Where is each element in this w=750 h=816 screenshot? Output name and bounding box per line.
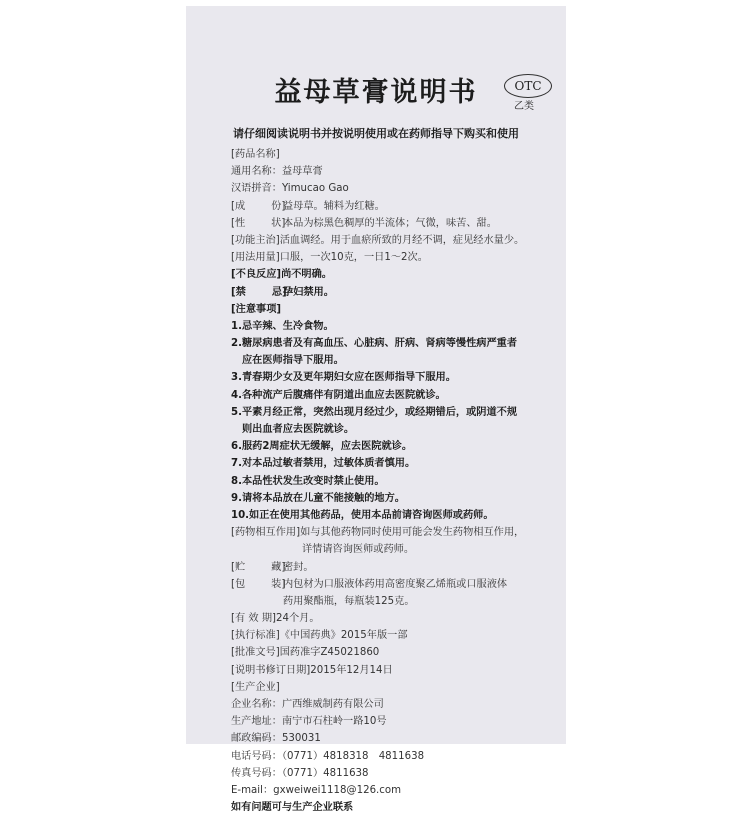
- pinyin-label: 汉语拼音：: [231, 183, 282, 195]
- interactions-line-2: 详情请咨询医师或药师。: [302, 544, 415, 556]
- standard-label: [执行标准]: [231, 630, 280, 642]
- ingredients-label-close: 份]: [271, 200, 286, 212]
- packaging-row: [231, 576, 561, 593]
- precaution-item: 5.平素月经正常，突然出现月经过少，或经期错后，或阴道不规: [231, 406, 518, 418]
- precaution-item: 3.青春期少女及更年期妇女应在医师指导下服用。: [231, 372, 456, 384]
- adverse-row: [231, 266, 561, 283]
- contraindications-row: [231, 284, 561, 301]
- email-label: E-mail：: [231, 784, 274, 796]
- company-name-value: 广西维威制药有限公司: [281, 699, 384, 710]
- precautions-header: [注意事项]: [231, 303, 282, 315]
- contraindications-value: 孕妇禁用。: [283, 286, 334, 298]
- interactions-label: [药物相互作用]: [231, 527, 301, 539]
- precaution-item: 8.本品性状发生改变时禁止使用。: [231, 475, 385, 487]
- properties-label-open: [性: [231, 217, 246, 229]
- contraindications-label-close: 忌]: [271, 286, 287, 298]
- pinyin-row: [231, 180, 561, 197]
- precaution-item: 7.对本品过敏者禁用，过敏体质者慎用。: [231, 458, 416, 470]
- indications-row: [231, 232, 561, 249]
- standard-value: 《中国药典》2015年版一部: [279, 630, 408, 642]
- contact-footer: 如有问题可与生产企业联系: [231, 802, 354, 814]
- precaution-item: 1.忌辛辣、生冷食物。: [231, 320, 334, 332]
- ingredients-label-open: [成: [231, 200, 246, 212]
- adverse-value: 尚不明确。: [281, 269, 332, 281]
- precaution-item-continued: 应在医师指导下服用。: [242, 355, 344, 367]
- validity-row: [231, 610, 561, 627]
- approval-label: [批准文号]: [231, 647, 280, 659]
- generic-name-row: [231, 163, 561, 180]
- fax-row: [231, 765, 561, 782]
- storage-value: 密封。: [283, 561, 314, 573]
- revision-row: [231, 662, 561, 679]
- postcode-row: [231, 730, 561, 747]
- packaging-line-2: 药用聚酯瓶，每瓶装125克。: [283, 595, 415, 607]
- address-value: 南宁市石柱岭一路10号: [281, 716, 387, 728]
- validity-label: [有 效 期]: [231, 613, 276, 625]
- email-row: [231, 782, 561, 799]
- precaution-item: 6.服药2周症状无缓解，应去医院就诊。: [231, 441, 413, 453]
- instruction-leaflet: [186, 6, 566, 814]
- indications-value: 活血调经。用于血瘀所致的月经不调，症见经水量少。: [279, 234, 525, 246]
- interactions-row: [231, 524, 561, 541]
- phone-row: [231, 748, 561, 765]
- phone-label: 电话号码：: [231, 750, 282, 762]
- email-value: gxweiwei1118@126.com: [273, 784, 402, 796]
- address-row: [231, 713, 561, 730]
- page-title: 益母草膏说明书: [274, 77, 478, 108]
- packaging-label-open: [包: [231, 578, 246, 590]
- leaflet-content: [231, 146, 561, 816]
- contraindications-label-open: [禁: [231, 286, 246, 298]
- packaging-line-1: 内包材为口服液体药用高密度聚乙烯瓶或口服液体: [283, 578, 508, 590]
- precaution-item: 9.请将本品放在儿童不能接触的地方。: [231, 492, 405, 504]
- ingredients-value: 益母草。辅料为红糖。: [283, 200, 385, 212]
- postcode-value: 530031: [281, 733, 321, 745]
- storage-label-open: [贮: [231, 561, 246, 573]
- properties-label-close: 状]: [271, 217, 286, 229]
- dosage-value: 口服，一次10克，一日1～2次。: [279, 252, 428, 264]
- precaution-item: 10.如正在使用其他药品，使用本品前请咨询医师或药师。: [231, 509, 494, 521]
- approval-value: 国药准字Z45021860: [279, 647, 380, 659]
- postcode-label: 邮政编码：: [231, 733, 282, 745]
- generic-name-value: 益母草膏: [281, 166, 323, 178]
- indications-label: [功能主治]: [231, 234, 280, 246]
- manufacturer-header: [生产企业]: [231, 681, 280, 693]
- interactions-line-1: 如与其他药物同时使用可能会发生药物相互作用，: [300, 527, 525, 539]
- otc-badge: OTC: [504, 74, 552, 98]
- ingredients-row: [231, 198, 561, 215]
- usage-notice: 请仔细阅读说明书并按说明使用或在药师指导下购买和使用: [233, 127, 519, 140]
- properties-row: [231, 215, 561, 232]
- standard-row: [231, 627, 561, 644]
- storage-row: [231, 559, 561, 576]
- storage-label-close: 藏]: [271, 561, 286, 573]
- fax-value: （0771）4811638: [281, 767, 369, 779]
- precaution-item: 4.各种流产后腹痛伴有阴道出血应去医院就诊。: [231, 389, 446, 401]
- revision-value: 2015年12月14日: [310, 664, 393, 676]
- packaging-label-close: 装]: [271, 578, 286, 590]
- dosage-label: [用法用量]: [231, 252, 280, 264]
- adverse-label: [不良反应]: [231, 269, 282, 281]
- fax-label: 传真号码：: [231, 767, 282, 779]
- properties-value: 本品为棕黑色稠厚的半流体；气微，味苦、甜。: [283, 217, 497, 229]
- precaution-item: 2.糖尿病患者及有高血压、心脏病、肝病、肾病等慢性病严重者: [231, 338, 518, 350]
- company-name-row: [231, 696, 561, 713]
- phone-value: （0771）4818318 4811638: [281, 750, 425, 762]
- precaution-item-continued: 则出血者应去医院就诊。: [242, 424, 355, 435]
- approval-row: [231, 644, 561, 661]
- dosage-row: [231, 249, 561, 266]
- generic-name-label: 通用名称：: [231, 166, 282, 178]
- revision-label: [说明书修订日期]: [231, 664, 311, 676]
- pinyin-value: Yimucao Gao: [281, 183, 349, 195]
- drug-name-header: [药品名称]: [231, 149, 280, 160]
- company-name-label: 企业名称：: [231, 699, 282, 710]
- otc-category: 乙类: [514, 101, 534, 112]
- validity-value: 24个月。: [276, 613, 320, 625]
- address-label: 生产地址：: [231, 716, 282, 728]
